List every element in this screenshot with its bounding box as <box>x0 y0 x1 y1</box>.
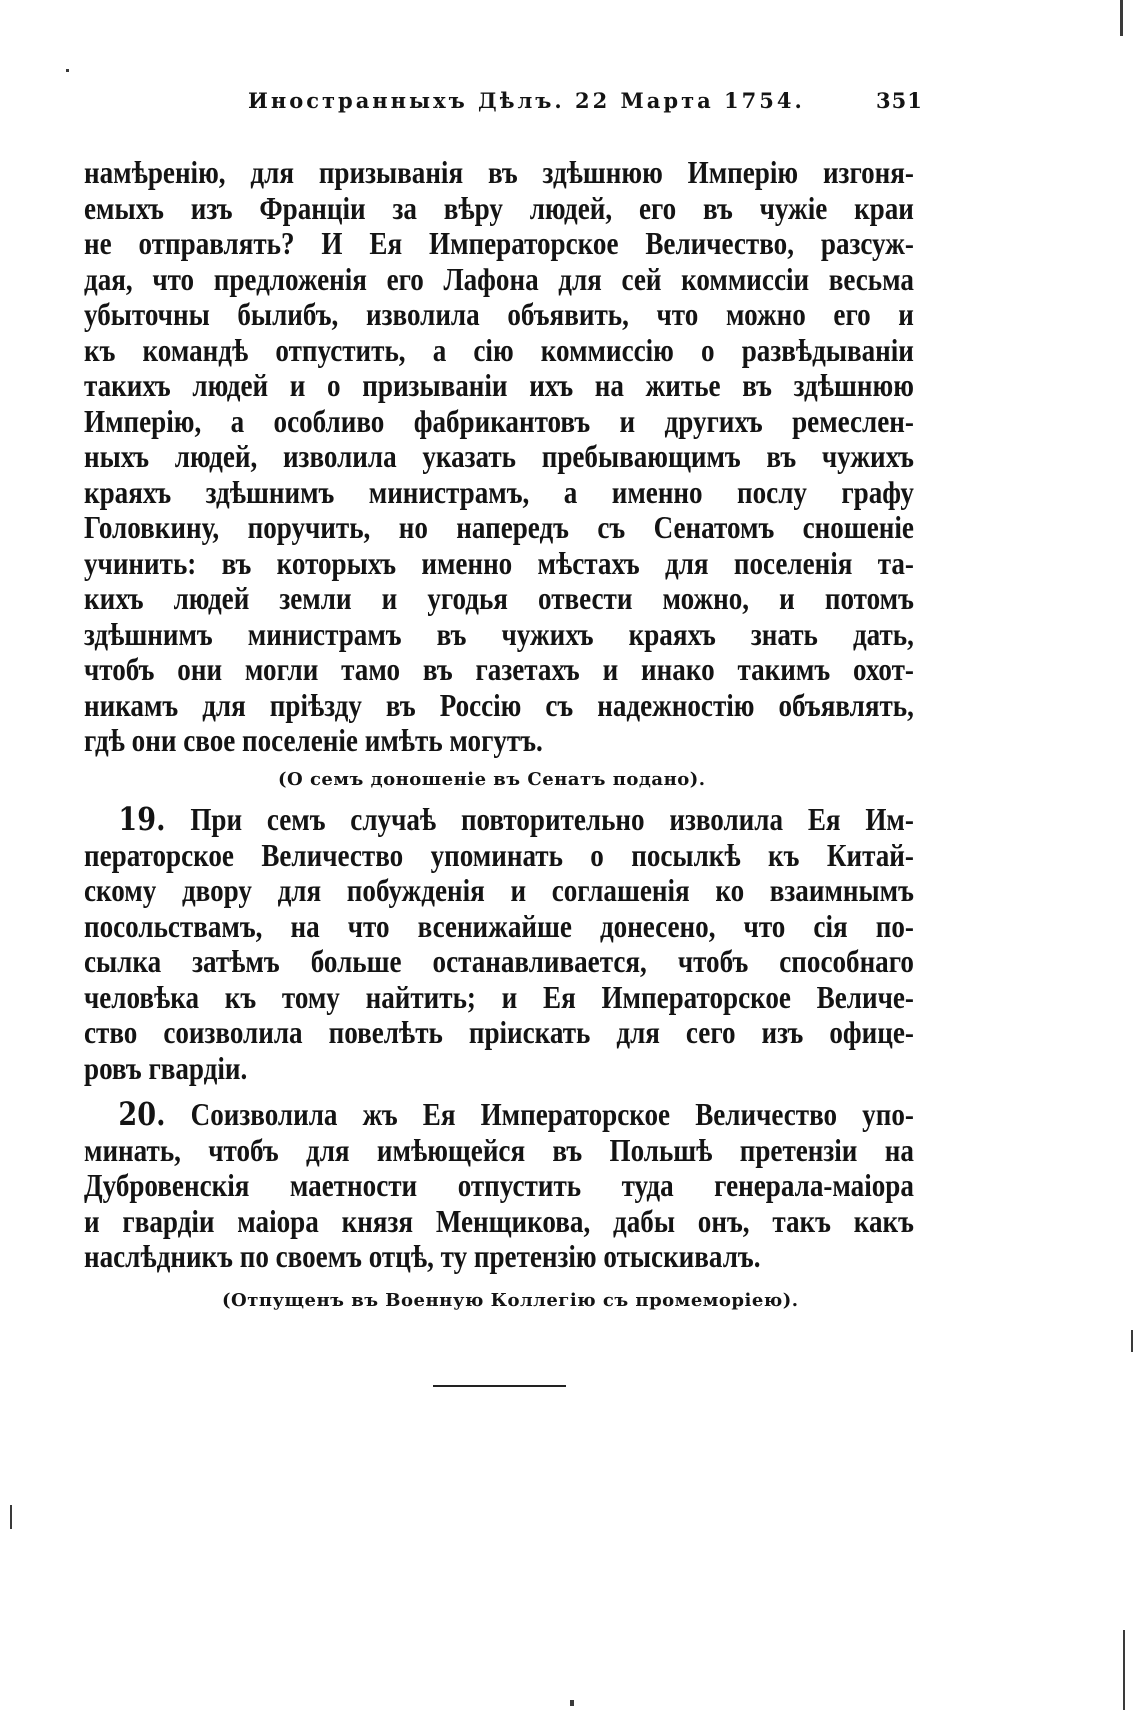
text-line: емыхъ изъ Франціи за вѣру людей, его въ чужіе краи <box>84 190 914 226</box>
text-line: не отправлять? И Ея Императорское Величество, разсуж- <box>84 226 914 261</box>
text-line: краяхъ здѣшнимъ министрамъ, а именно послу графу <box>84 474 914 510</box>
text-line: минать, чтобъ для имѣющейся въ Польшѣ претензіи на <box>84 1132 914 1168</box>
text-line: такихъ людей и о призываніи ихъ на житье въ здѣшнюю <box>84 368 914 403</box>
text-line: Дубровенскія маетности отпустить туда генерала-маіора <box>84 1168 914 1203</box>
paragraph-20 <box>84 1097 914 1275</box>
text-line: къ командѣ отпустить, а сію коммиссію о развѣдываніи <box>84 332 914 368</box>
paragraph-number: 20. <box>118 1097 166 1133</box>
text-line-content: Соизволила жъ Ея Императорское Величество упо- <box>190 1097 914 1132</box>
text-line-content: При семъ случаѣ повторительно изволила Ея Им- <box>190 802 914 837</box>
text-line: дая, что предложенія его Лафона для сей коммиссіи весьма <box>84 261 914 297</box>
text-line: гдѣ они свое поселеніе имѣть могутъ. <box>84 723 543 758</box>
text-line <box>84 1097 914 1133</box>
paragraph-19 <box>84 802 914 1086</box>
text-line: наслѣдникъ по своемъ отцѣ, ту претензію отыскивалъ. <box>84 1239 761 1274</box>
scan-speck <box>66 69 69 72</box>
scan-edge-mark <box>1120 0 1123 36</box>
text-line: учинить: въ которыхъ именно мѣстахъ для поселенія та- <box>84 545 914 581</box>
text-line: намѣренію, для призыванія въ здѣшнюю Имперію изгоня- <box>84 155 914 190</box>
text-line: Головкину, поручить, но напередъ съ Сенатомъ сношеніе <box>84 510 914 545</box>
text-line: скому двору для побужденія и соглашенія ко взаимнымъ <box>84 873 914 908</box>
text-line <box>84 802 914 838</box>
text-line: ровъ гвардіи. <box>84 1050 248 1086</box>
text-line: здѣшнимъ министрамъ въ чужихъ краяхъ знать дать, <box>84 616 914 652</box>
text-line: и гвардіи маіора князя Менщикова, дабы онъ, такъ какъ <box>84 1203 914 1239</box>
paragraph-number: 19. <box>118 802 166 838</box>
text-line: Имперію, а особливо фабрикантовъ и другихъ ремеслен- <box>84 403 914 439</box>
page-number: 351 <box>876 88 923 113</box>
editorial-note: (О семъ доношеніе въ Сенатъ подано). <box>278 769 706 790</box>
scan-edge-mark <box>1123 1630 1125 1710</box>
paragraph-continuation <box>84 155 914 759</box>
text-line: посольствамъ, на что всенижайше донесено, что сія по- <box>84 908 914 944</box>
scan-edge-mark <box>1131 1330 1133 1352</box>
text-line: человѣка къ тому найтить; и Ея Императорское Величе- <box>84 979 914 1015</box>
text-line: ныхъ людей, изволила указать пребывающимъ въ чужихъ <box>84 439 914 474</box>
scan-edge-mark <box>10 1505 12 1529</box>
running-head: Иностранныхъ Дѣлъ. 22 Марта 1754. <box>248 88 805 113</box>
text-line: чтобъ они могли тамо въ газетахъ и инако такимъ охот- <box>84 652 914 687</box>
text-line: никамъ для пріѣзду въ Россію съ надежностію объявлять, <box>84 687 914 723</box>
text-line: ператорское Величество упоминать о посылкѣ къ Китай- <box>84 837 914 873</box>
text-line: сылка затѣмъ больше останавливается, чтобъ способнаго <box>84 944 914 979</box>
scan-speck <box>570 1700 574 1706</box>
page-header <box>0 88 1140 128</box>
editorial-note: (Отпущенъ въ Военную Коллегію съ промеморіею). <box>222 1290 799 1311</box>
section-divider <box>433 1385 566 1387</box>
text-line: ство соизволила повелѣть пріискать для сего изъ офице- <box>84 1015 914 1050</box>
text-line: кихъ людей земли и угодья отвести можно, и потомъ <box>84 581 914 616</box>
text-line: убыточны былибъ, изволила объявить, что можно его и <box>84 297 914 332</box>
